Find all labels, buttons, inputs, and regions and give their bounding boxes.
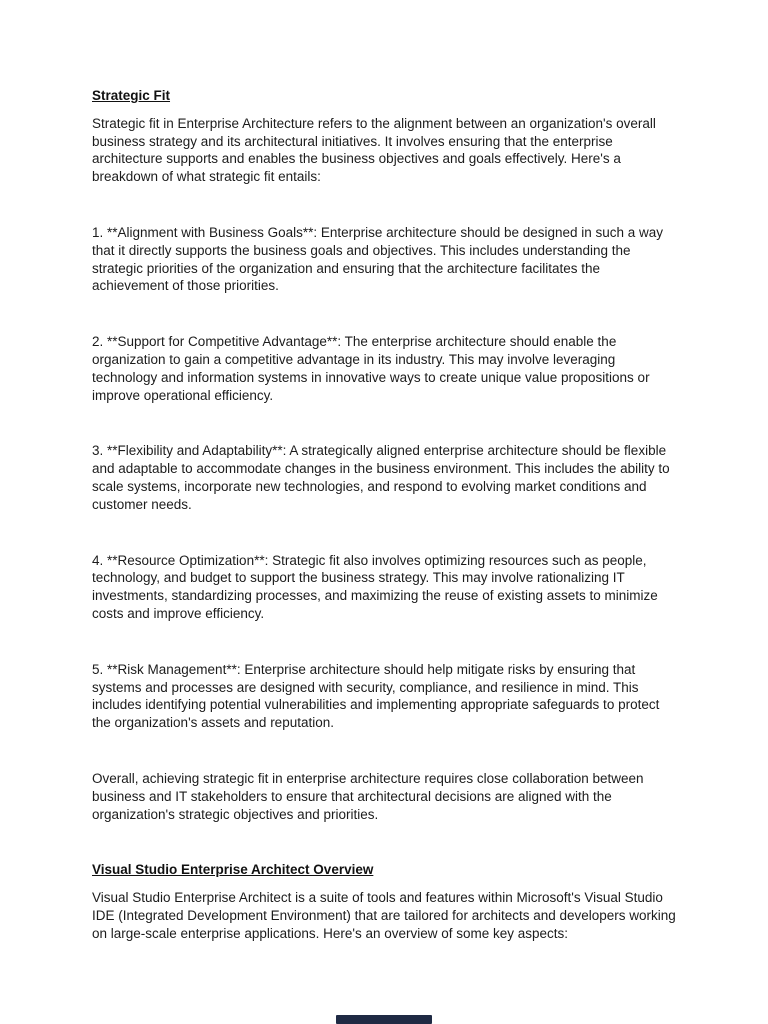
paragraph-strategic-fit-summary: Overall, achieving strategic fit in enterprise architecture requires close collaboration between business and IT stakeholders to ensure that architectural decisions are aligned with the organization's strategic objectives and priorities. bbox=[92, 770, 644, 822]
list-item-alignment-business-goals: 1. **Alignment with Business Goals**: Enterprise architecture should be designed in such a way that it directly supports the business goals and objectives. This includes understanding the strategic priorities of the organization and ensuring that the architecture facilitates the achievement of those priorities. bbox=[92, 224, 664, 294]
paragraph-strategic-fit-intro: Strategic fit in Enterprise Architecture refers to the alignment between an organization's overall business strategy and its architectural initiatives. It involves ensuring that the enterprise architecture supports and enables the business objectives and goals effectively. Here's a breakdown of what strategic fit entails: bbox=[92, 115, 656, 185]
paragraph-visual-studio-intro: Visual Studio Enterprise Architect is a suite of tools and features within Microsoft's Visual Studio IDE (Integrated Development Environment) that are tailored for architects and developers working on large-scale enterprise applications. Here's an overview of some key aspects: bbox=[92, 890, 676, 941]
list-item-flexibility-adaptability: 3. **Flexibility and Adaptability**: A strategically aligned enterprise architecture should be flexible and adaptable to accommodate changes in the business environment. This includes the ability to scale systems, incorporate new technologies, and respond to evolving market conditions and customer needs. bbox=[92, 443, 670, 512]
horizontal-scrollbar-thumb[interactable] bbox=[336, 1015, 432, 1024]
document-page bbox=[92, 87, 678, 943]
list-item-risk-management: 5. **Risk Management**: Enterprise architecture should help mitigate risks by ensuring that systems and processes are designed with security, compliance, and resilience in mind. This includes identifying potential vulnerabilities and implementing appropriate safeguards to protect the organization's assets and reputation. bbox=[92, 661, 660, 731]
list-item-resource-optimization: 4. **Resource Optimization**: Strategic fit also involves optimizing resources such as people, technology, and budget to support the business strategy. This may involve rationalizing IT investments, standardizing processes, and maximizing the reuse of existing assets to minimize costs and improve efficiency. bbox=[92, 552, 658, 621]
section-heading-visual-studio-overview: Visual Studio Enterprise Architect Overview bbox=[92, 862, 374, 878]
section-heading-strategic-fit: Strategic Fit bbox=[92, 88, 171, 103]
list-item-competitive-advantage: 2. **Support for Competitive Advantage**: The enterprise architecture should enable the organization to gain a competitive advantage in its industry. This may involve leveraging technology and information systems in innovative ways to create unique value propositions or improve operational efficiency. bbox=[92, 334, 650, 403]
